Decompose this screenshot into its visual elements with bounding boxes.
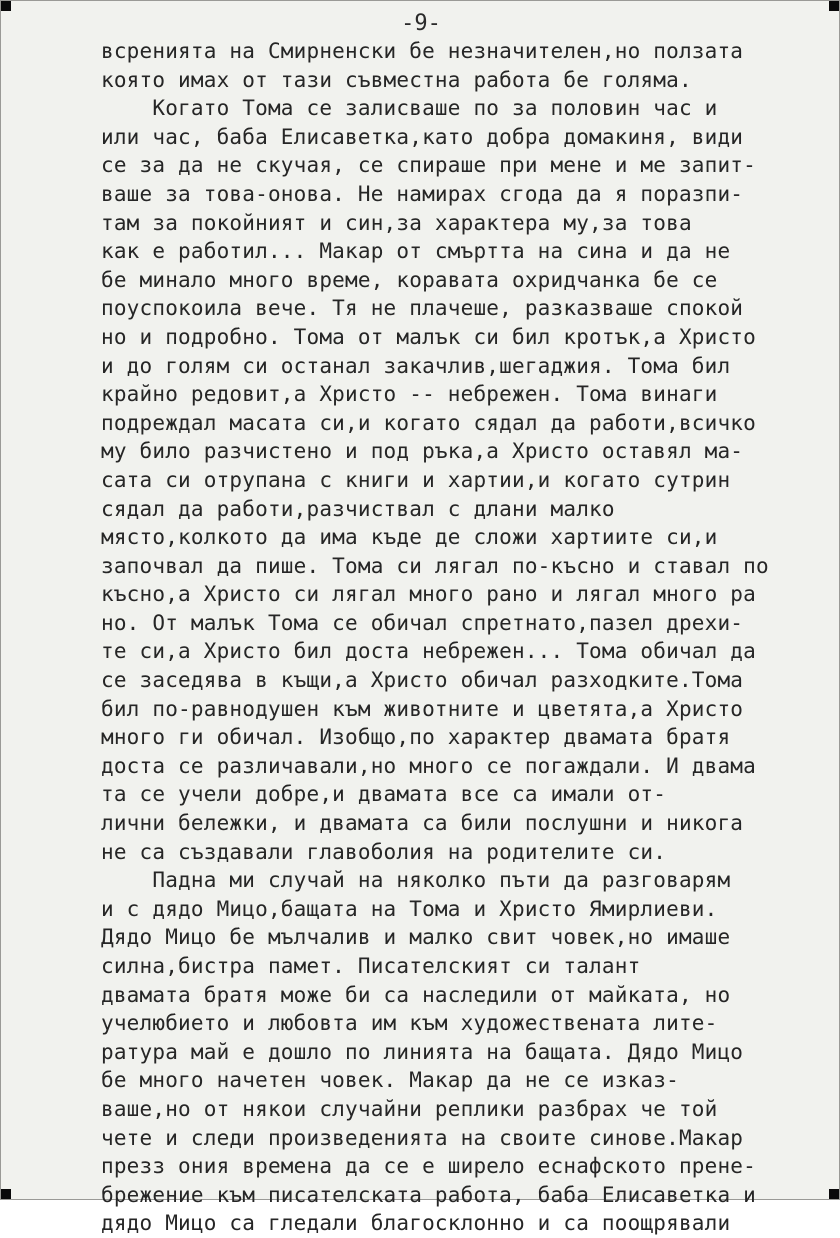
scan-corner-mark <box>1 1189 11 1199</box>
text-line: ратура май е дошло по линията на бащата. Дядо Мицо <box>101 1039 744 1064</box>
text-line: не са създавали главоболия на родителите си. <box>101 839 667 864</box>
text-line: та се учели добре,и двамата все са имали от- <box>101 782 667 807</box>
text-line: презз ония времена да се е ширело еснафското прене- <box>101 1154 756 1179</box>
text-line: сата си отрупана с книги и хартии,и когато сутрин <box>101 467 731 492</box>
text-line: Когато Тома се залисваше по за половин час и <box>101 96 718 121</box>
text-line: дядо Мицо са гледали благосклонно и са поощрявали <box>101 1211 731 1236</box>
page-number: -9- <box>401 11 441 36</box>
text-line: Дядо Мицо бе мълчалив и малко свит човек,но имаше <box>101 925 731 950</box>
text-line: и до голям си останал закачлив,шегаджия. Тома бил <box>101 353 731 378</box>
scan-corner-mark <box>829 1 839 11</box>
scan-corner-mark <box>829 1189 839 1199</box>
text-line: но. От малък Тома се обичал спретнато,пазел дрехи- <box>101 610 744 635</box>
text-line: чете и следи произведенията на своите синове.Макар <box>101 1125 744 1150</box>
text-line: бе много начетен човек. Макар да не се изказ- <box>101 1068 679 1093</box>
text-line: която имах от тази съвместна работа бе голяма. <box>101 67 692 92</box>
text-line: брежение към писателската работа, баба Елисаветка и <box>101 1182 756 1207</box>
text-line: място,колкото да има къде де сложи хартиите си,и <box>101 525 718 550</box>
text-line: но и подробно. Тома от малък си бил кротък,а Христо <box>101 324 756 349</box>
text-line: започвал да пише. Тома си лягал по-късно и ставал по <box>101 553 769 578</box>
text-line: поуспокоила вече. Тя не плачеше, разказваше спокой <box>101 296 744 321</box>
scan-corner-mark <box>1 1 11 11</box>
text-line: ваше за това-онова. Не намирах сгода да я поразпи- <box>101 181 744 206</box>
text-line: ваше,но от някои случайни реплики разбрах че той <box>101 1096 718 1121</box>
text-line: учелюбието и любовта им към художествената лите- <box>101 1011 718 1036</box>
text-line: сядал да работи,разчиствал с длани малко <box>101 496 615 521</box>
text-line: му било разчистено и под ръка,а Христо оставял ма- <box>101 439 744 464</box>
typewritten-text-body <box>101 37 829 1238</box>
text-line: крайно редовит,а Христо -- небрежен. Тома винаги <box>101 382 718 407</box>
text-line: бил по-равнодушен към животните и цветята,а Христо <box>101 696 744 721</box>
text-line: как е работил... Макар от смъртта на сина и да не <box>101 239 731 264</box>
text-line: те си,а Христо бил доста небрежен... Тома обичал да <box>101 639 756 664</box>
text-line: се за да не скучая, се спираше при мене и ме запит- <box>101 153 756 178</box>
text-line: всренията на Смирненски бе незначителен,но ползата <box>101 39 744 63</box>
text-line: късно,а Христо си лягал много рано и лягал много ра <box>101 582 756 607</box>
text-line: и с дядо Мицо,бащата на Тома и Христо Ямирлиеви. <box>101 896 718 921</box>
text-line: много ги обичал. Изобщо,по характер двамата братя <box>101 725 731 750</box>
text-line: двамата братя може би са наследили от майката, но <box>101 982 731 1007</box>
text-line: силна,бистра памет. Писателският си талант <box>101 954 641 978</box>
text-line: Падна ми случай на няколко пъти да разговарям <box>101 868 731 893</box>
text-line: лични бележки, и двамата са били послушни и никога <box>101 811 744 836</box>
text-line: подреждал масата си,и когато сядал да работи,всичко <box>101 410 756 435</box>
text-line: се заседява в къщи,а Христо обичал разходките.Тома <box>101 668 744 693</box>
text-line: доста се различавали,но много се погаждали. И двама <box>101 753 756 778</box>
text-line: там за покойният и син,за характера му,за това <box>101 210 692 235</box>
text-line: бе минало много време, коравата охридчанка бе се <box>101 267 718 292</box>
text-line: или час, баба Елисаветка,като добра домакиня, види <box>101 124 744 149</box>
